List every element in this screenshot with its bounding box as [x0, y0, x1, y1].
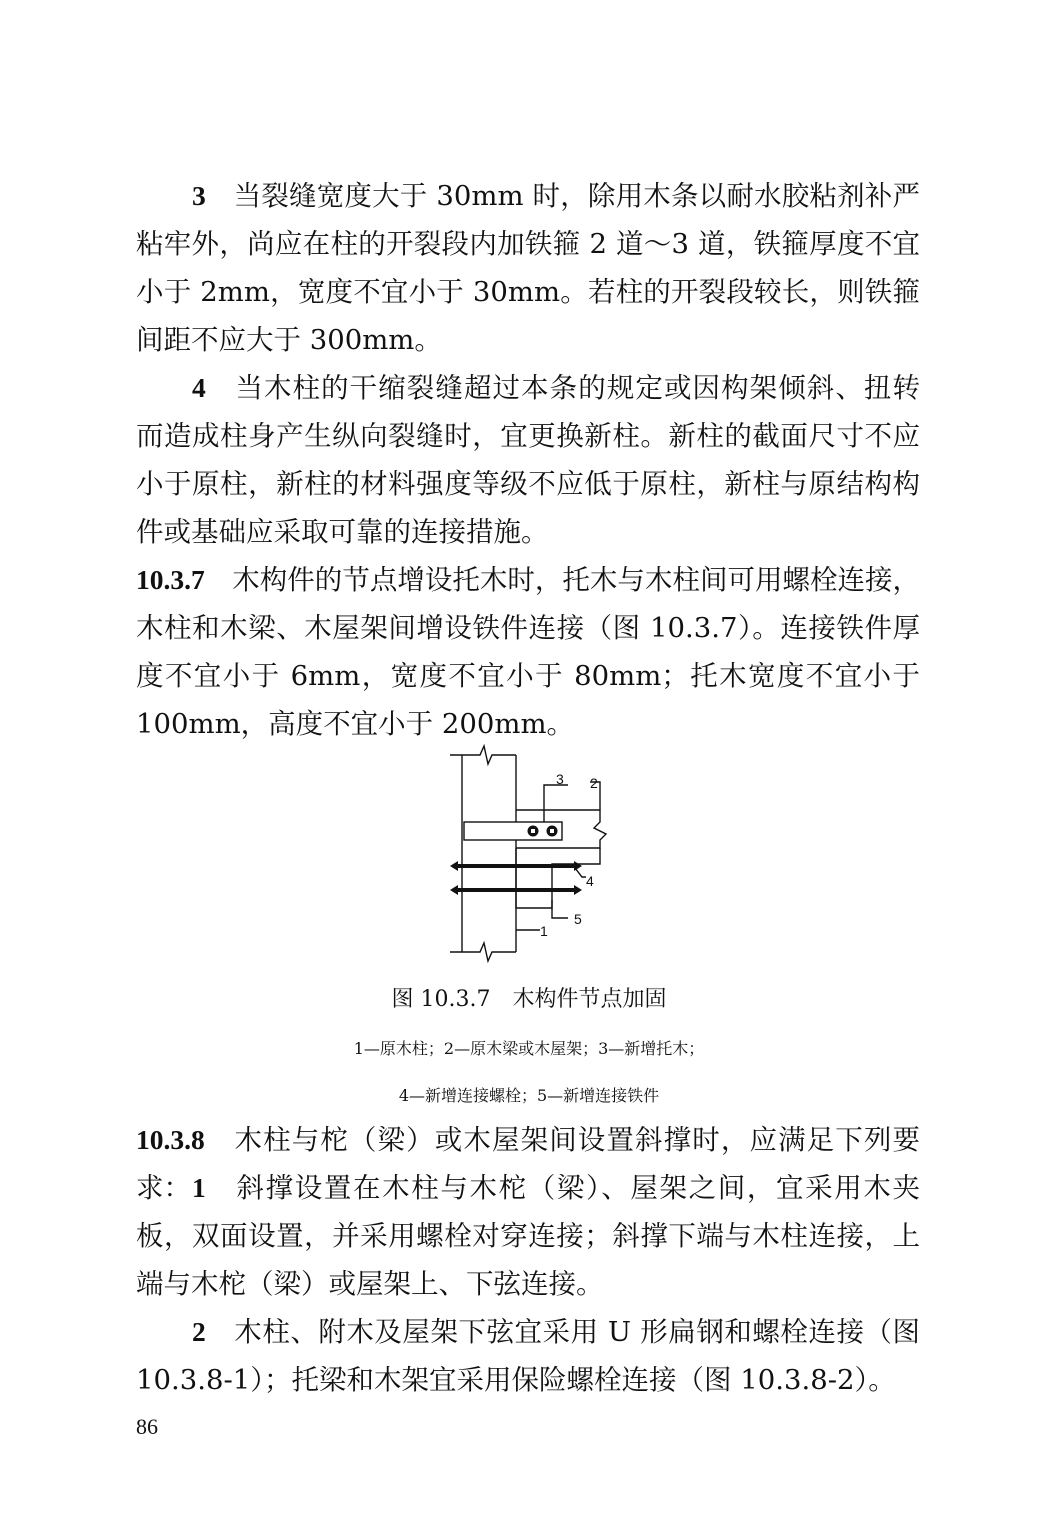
- label-4: 4: [586, 873, 594, 889]
- label-3: 3: [556, 771, 564, 787]
- item-number: 1: [192, 1172, 206, 1203]
- figure-caption: 图 10.3.7 木构件节点加固: [391, 987, 667, 1012]
- paragraph-text: 木柱、附木及屋架下弦宜采用 U 形扁钢和螺栓连接（图 10.3.8-1）；托梁和木架宜采用保险螺栓连接（图 10.3.8-2）。: [136, 1316, 920, 1396]
- label-1: 1: [540, 923, 548, 939]
- paragraph-item-4: [136, 364, 920, 556]
- figure-10-3-7-diagram: [440, 740, 620, 970]
- item-number: 3: [192, 180, 206, 211]
- paragraph-10-3-8-item-1: [136, 1164, 920, 1308]
- figure-note-line-2: 4—新增连接螺栓；5—新增连接铁件: [398, 1086, 660, 1105]
- item-number: 2: [192, 1316, 206, 1347]
- paragraph-text: 当木柱的干缩裂缝超过本条的规定或因构架倾斜、扭转而造成柱身产生纵向裂缝时，宜更换新柱。新柱的截面尺寸不应小于原柱，新柱的材料强度等级不应低于原柱，新柱与原结构构件或基础应采取可靠的连接措施。: [136, 372, 920, 548]
- label-2: 2: [590, 775, 598, 791]
- page-number: 86: [136, 1414, 158, 1439]
- section-number: 10.3.8: [136, 1124, 205, 1155]
- paragraph-text: 当裂缝宽度大于 30mm 时，除用木条以耐水胶粘剂补严粘牢外，尚应在柱的开裂段内加铁箍 2 道～3 道，铁箍厚度不宜小于 2mm，宽度不宜小于 30mm。若柱的开裂段较长，则铁箍间距不应大于 300mm。: [136, 180, 920, 356]
- section-text: 木构件的节点增设托木时，托木与木柱间可用螺栓连接，木柱和木梁、木屋架间增设铁件连接（图 10.3.7）。连接铁件厚度不宜小于 6mm，宽度不宜小于 80mm；托木宽度不宜小于 100mm，高度不宜小于 200mm。: [136, 564, 921, 740]
- section-10-3-7: [136, 556, 920, 748]
- item-number: 4: [192, 372, 206, 403]
- paragraph-10-3-8-item-2: [136, 1308, 920, 1404]
- paragraph-item-3: [136, 172, 920, 364]
- label-5: 5: [574, 911, 582, 927]
- figure-note-line-1: 1—原木柱；2—原木梁或木屋架；3—新增托木；: [353, 1039, 705, 1058]
- section-text: 木柱与柁（梁）或木屋架间设置斜撑时，应满足下列要求：: [136, 1124, 921, 1204]
- paragraph-text: 斜撑设置在木柱与木柁（梁）、屋架之间，宜采用木夹板，双面设置，并采用螺栓对穿连接；斜撑下端与木柱连接，上端与木柁（梁）或屋架上、下弦连接。: [136, 1172, 921, 1300]
- section-number: 10.3.7: [136, 564, 205, 595]
